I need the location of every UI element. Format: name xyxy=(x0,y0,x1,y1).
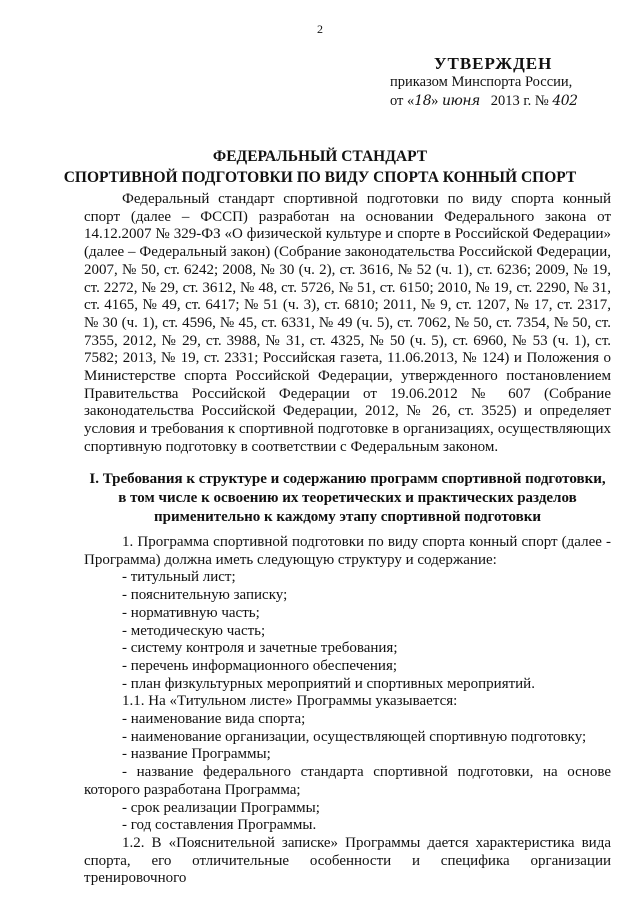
list-item: - нормативную часть; xyxy=(122,604,260,621)
approval-date-line xyxy=(390,92,620,111)
page-number: 2 xyxy=(317,22,323,36)
list-item: - план физкультурных мероприятий и спортивных мероприятий. xyxy=(122,675,535,692)
title-line-1: ФЕДЕРАЛЬНЫЙ СТАНДАРТ xyxy=(212,148,428,165)
list-item-long: - название федерального стандарта спортивной подготовки, на основе которого разработана Программа; xyxy=(84,764,611,798)
list-item: - срок реализации Программы; xyxy=(122,799,320,816)
list-item: - перечень информационного обеспечения; xyxy=(122,657,398,674)
section-heading-line-2: в том числе к освоению их теоретических и практических разделов xyxy=(118,490,577,506)
list-item: - методическую часть; xyxy=(122,622,266,639)
list-item: - год составления Программы. xyxy=(122,817,317,834)
title-line-2: СПОРТИВНОЙ ПОДГОТОВКИ ПО ВИДУ СПОРТА КОННЫЙ СПОРТ xyxy=(63,169,577,186)
section-heading-line-1: I. Требования к структуре и содержанию программ спортивной подготовки, xyxy=(89,471,606,487)
section-1-heading xyxy=(84,470,611,527)
document-title xyxy=(0,146,640,188)
approval-order-line: приказом Минспорта России, xyxy=(390,74,573,90)
handwritten-order-number: 402 xyxy=(552,93,578,109)
date-mid: » xyxy=(431,93,439,109)
section-heading-line-3: применительно к каждому этапу спортивной подготовки xyxy=(153,509,542,525)
list-item: - систему контроля и зачетные требования; xyxy=(122,640,398,657)
paragraph-1-1: 1.1. На «Титульном листе» Программы указывается: xyxy=(122,693,458,710)
list-item: - наименование вида спорта; xyxy=(122,711,306,728)
paragraph-1-2: 1.2. В «Пояснительной записке» Программы дается характеристика вида спорта, его отличительные особенности и специфика организации тренировочного xyxy=(84,834,611,887)
list-item: - титульный лист; xyxy=(122,569,236,586)
intro-block xyxy=(84,191,611,457)
paragraph-1: 1. Программа спортивной подготовки по виду спорта конный спорт (далее - Программа) должна иметь следующую структуру и содержание: xyxy=(84,534,611,568)
section-1-body xyxy=(84,534,611,888)
list-item: - название Программы; xyxy=(122,746,271,763)
approval-heading: УТВЕРЖДЕН xyxy=(434,54,553,73)
handwritten-day: 18 xyxy=(414,93,432,109)
list-item: - наименование организации, осуществляющей спортивную подготовку; xyxy=(122,728,587,745)
handwritten-month: июня xyxy=(441,93,480,109)
approval-block xyxy=(390,54,620,111)
date-prefix: от « xyxy=(390,93,415,109)
intro-paragraph: Федеральный стандарт спортивной подготовки по виду спорта конный спорт (далее – ФССП) разработан на основании Федерального закона от 14.12.2007 № 329-ФЗ «О физической культуре и спорте в Российской Федерации» (далее – Федеральный закон) (Собрание законодательства Российской Федерации, 2007, № 50, ст. 6242; 2008, № 30 (ч. 2), ст. 3616, № 52 (ч. 1), ст. 6236; 2009, № 19, ст. 2272, № 29, ст. 3612, № 48, ст. 5726, № 51, ст. 6150; 2010, № 19, ст. 2290, № 31, ст. 4165, № 49, ст. 6417; № 51 (ч. 3), ст. 6810; 2011, № 9, ст. 1207, № 17, ст. 2317, № 30 (ч. 1), ст. 4596, № 45, ст. 6331, № 49 (ч. 5), ст. 7062, № 50, ст. 7354, № 50, ст. 7355, 2012, № 29, ст. 3988, № 31, ст. 4325, № 50 (ч. 5), ст. 6960, № 53 (ч. 1), ст. 7582; 2013, № 19, ст. 2331; Российская газета, 11.06.2013, № 124) и Положения о Министерстве спорта Российской Федерации, утвержденного постановлением Правительства Российской Федерации от 19.06.2012 № 607 (Собрание законодательства Российской Федерации, 2012, № 26, ст. 3525) и определяет условия и требования к спортивной подготовке в организациях, осуществляющих спортивную подготовку в соответствии с Федеральным законом. xyxy=(84,191,611,455)
list-item: - пояснительную записку; xyxy=(122,587,288,604)
year-text: 2013 г. № xyxy=(490,93,549,109)
